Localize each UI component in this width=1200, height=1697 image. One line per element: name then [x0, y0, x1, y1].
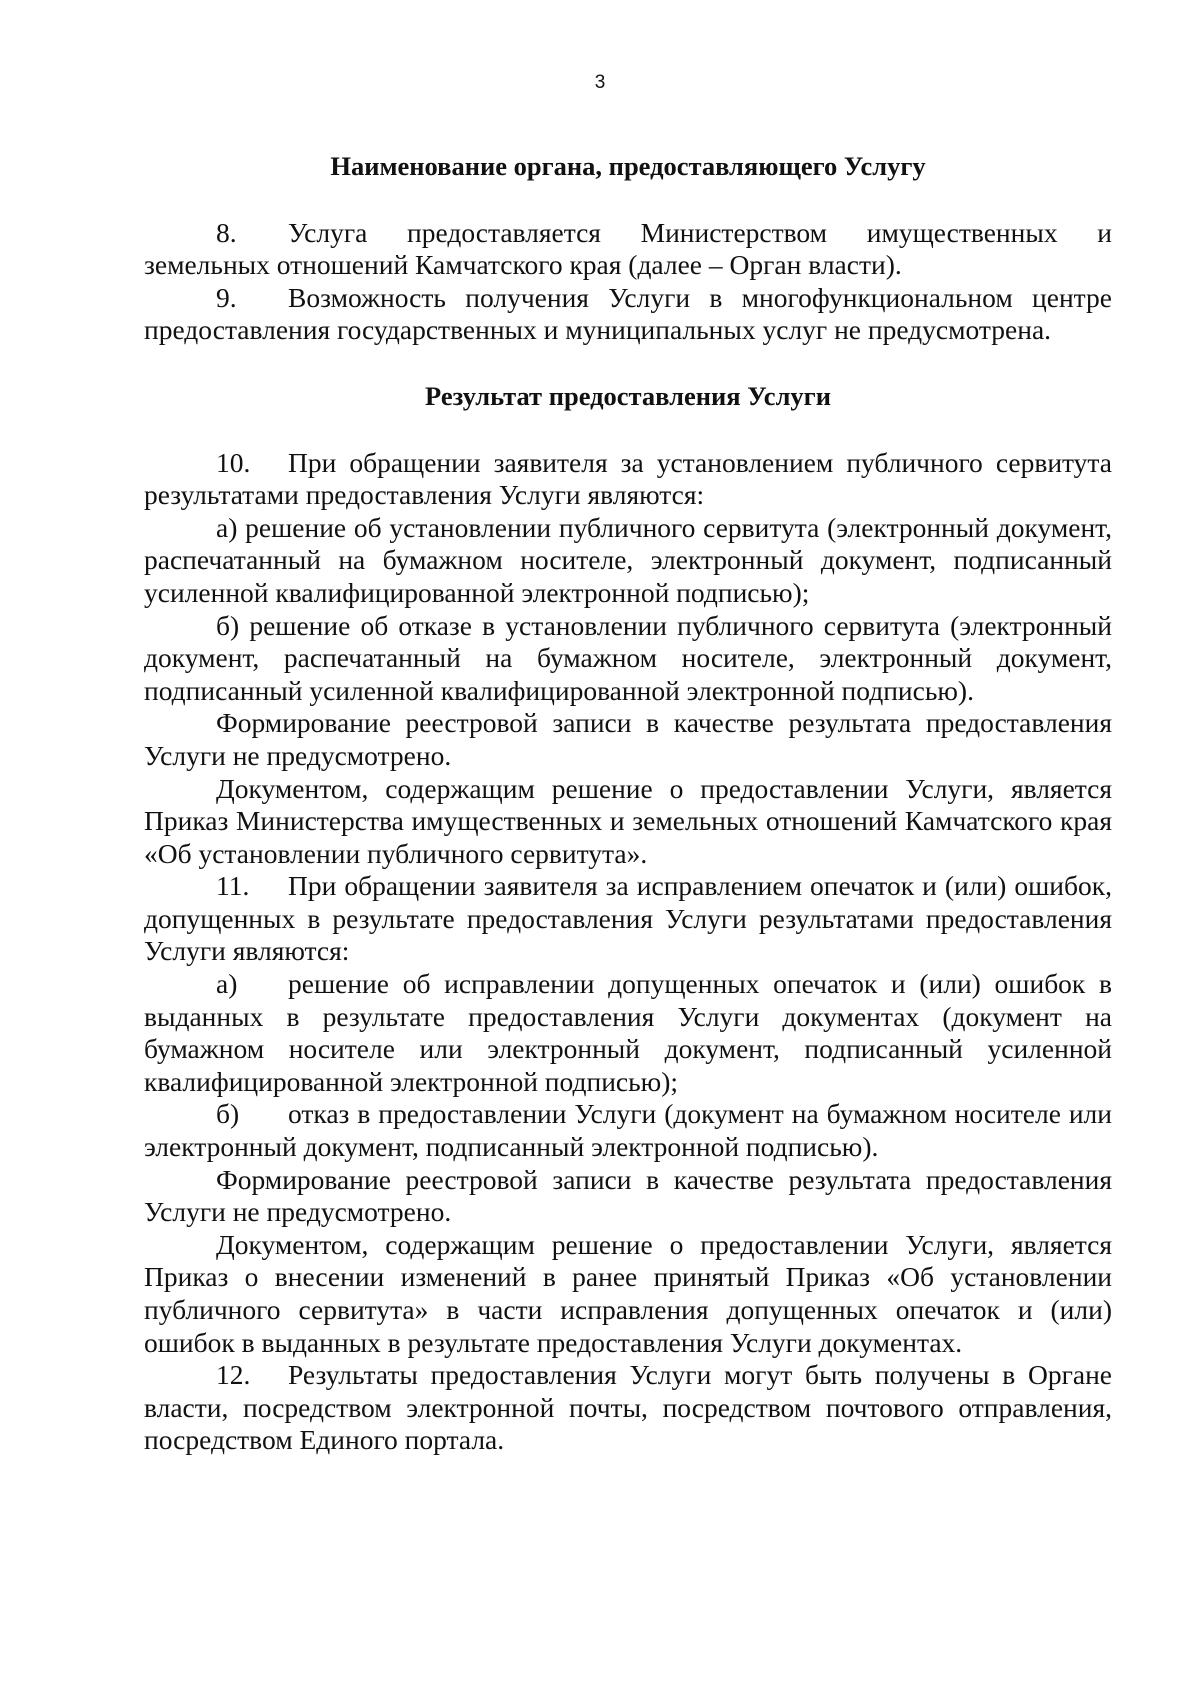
paragraph-number: 8.	[216, 216, 237, 248]
paragraph-10-decision-document: Документом, содержащим решение о предоставлении Услуги, является Приказ Министерства имущественных и земельных отношений Камчатского края «Об установлении публичного сервитута».	[144, 772, 1112, 869]
paragraph-text: отказ в предоставлении Услуги (документ на бумажном носителе или электронный документ, подписанный электронной подписью).	[144, 1098, 1112, 1163]
section-heading-authority: Наименование органа, предоставляющего Услугу	[330, 151, 926, 181]
paragraph-text: решение об исправлении допущенных опечаток и (или) ошибок в выданных в результате предоставления Услуги документах (документ на бумажном носителе или электронный документ, подписанный усиленной квалифицированной электронной подписью);	[144, 968, 1112, 1097]
paragraph-10-b: б) решение об отказе в установлении публичного сервитута (электронный документ, распечатанный на бумажном носителе, электронный документ, подписанный усиленной квалифицированной электронной подписью).	[144, 609, 1112, 706]
paragraph-10	[144, 447, 1112, 512]
document-body	[144, 150, 1112, 1457]
paragraph-text: При обращении заявителя за установлением публичного сервитута результатами предоставления Услуги являются:	[144, 446, 1112, 511]
paragraph-11	[144, 870, 1112, 968]
paragraph-11-a	[144, 968, 1112, 1098]
paragraph-11-b	[144, 1098, 1112, 1163]
paragraph-9	[144, 282, 1112, 347]
paragraph-12	[144, 1359, 1112, 1457]
page-number: 3	[594, 72, 606, 93]
paragraph-11-registry-note: Формирование реестровой записи в качестве результата предоставления Услуги не предусмотрено.	[144, 1163, 1112, 1228]
paragraph-10-registry-note: Формирование реестровой записи в качестве результата предоставления Услуги не предусмотрено.	[144, 707, 1112, 771]
section-heading-result: Результат предоставления Услуги	[425, 380, 831, 411]
paragraph-8	[144, 217, 1112, 282]
paragraph-text: Услуга предоставляется Министерством имущественных и земельных отношений Камчатского края (далее – Орган власти).	[144, 216, 1112, 281]
paragraph-text: Возможность получения Услуги в многофункциональном центре предоставления государственных и муниципальных услуг не предусмотрена.	[144, 281, 1112, 346]
paragraph-number: 12.	[216, 1359, 251, 1391]
paragraph-text: При обращении заявителя за исправлением опечаток и (или) ошибок, допущенных в результате предоставления Услуги результатами предоставления Услуги являются:	[144, 870, 1112, 967]
paragraph-11-decision-document: Документом, содержащим решение о предоставлении Услуги, является Приказ о внесении изменений в ранее принятый Приказ «Об установлении публичного сервитута» в части исправления допущенных опечаток и (или) ошибок в выданных в результате предоставления Услуги документах.	[144, 1228, 1112, 1358]
paragraph-number: 10.	[216, 446, 251, 478]
list-marker: а)	[216, 968, 238, 1000]
paragraph-number: 11.	[216, 870, 250, 902]
list-marker: б)	[216, 1098, 240, 1130]
paragraph-number: 9.	[216, 281, 237, 313]
paragraph-10-a: а) решение об установлении публичного сервитута (электронный документ, распечатанный на бумажном носителе, электронный документ, подписанный усиленной квалифицированной электронной подписью);	[144, 511, 1112, 608]
paragraph-text: Результаты предоставления Услуги могут быть получены в Органе власти, посредством электронной почты, посредством почтового отправления, посредством Единого портала.	[144, 1359, 1112, 1456]
